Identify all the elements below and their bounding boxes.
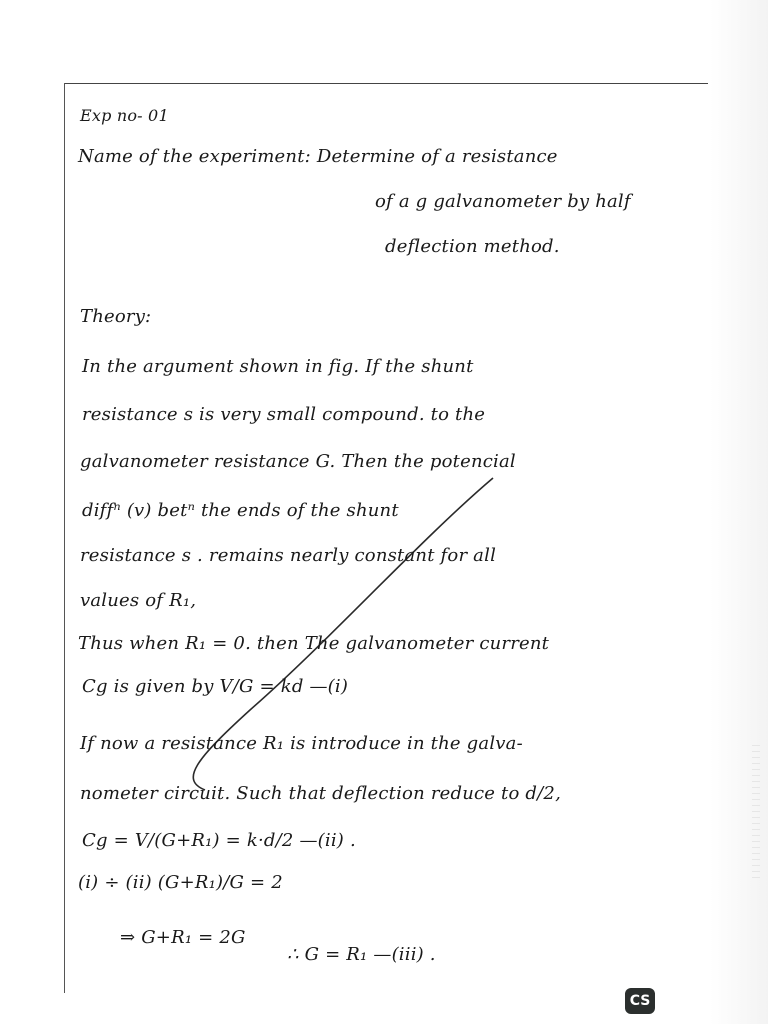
theory-line-2: resistance s is very small compound. to the bbox=[82, 404, 486, 425]
theory-line-3: galvanometer resistance G. Then the potencial bbox=[80, 451, 516, 472]
experiment-name-line-3: deflection method. bbox=[385, 236, 560, 257]
equation-1: Cg is given by V/G = kd —(i) bbox=[82, 676, 349, 697]
equation-result: ∴ G = R₁ —(iii) . bbox=[287, 944, 436, 965]
theory-line-1: In the argument shown in fig. If the shunt bbox=[82, 356, 474, 377]
experiment-number: Exp no- 01 bbox=[80, 106, 169, 125]
equation-ratio: (i) ÷ (ii) (G+R₁)/G = 2 bbox=[78, 872, 283, 893]
theory-line-9: nometer circuit. Such that deflection reduce to d/2, bbox=[80, 783, 561, 804]
experiment-name: Name of the experiment: Determine of a resistance bbox=[78, 146, 558, 167]
camscanner-logo: CS bbox=[625, 988, 655, 1014]
theory-line-7: Thus when R₁ = 0. then The galvanometer current bbox=[78, 633, 550, 654]
theory-line-6: values of R₁, bbox=[80, 590, 197, 611]
theory-line-4: diffⁿ (v) betⁿ the ends of the shunt bbox=[82, 500, 399, 521]
equation-step: ⇒ G+R₁ = 2G bbox=[120, 927, 246, 948]
theory-heading: Theory: bbox=[80, 306, 152, 327]
theory-line-8: If now a resistance R₁ is introduce in the galva- bbox=[80, 733, 523, 754]
equation-2: Cg = V/(G+R₁) = k·d/2 —(ii) . bbox=[82, 830, 356, 851]
theory-line-5: resistance s . remains nearly constant for all bbox=[80, 545, 497, 566]
experiment-name-line-2: of a g galvanometer by half bbox=[375, 191, 631, 212]
